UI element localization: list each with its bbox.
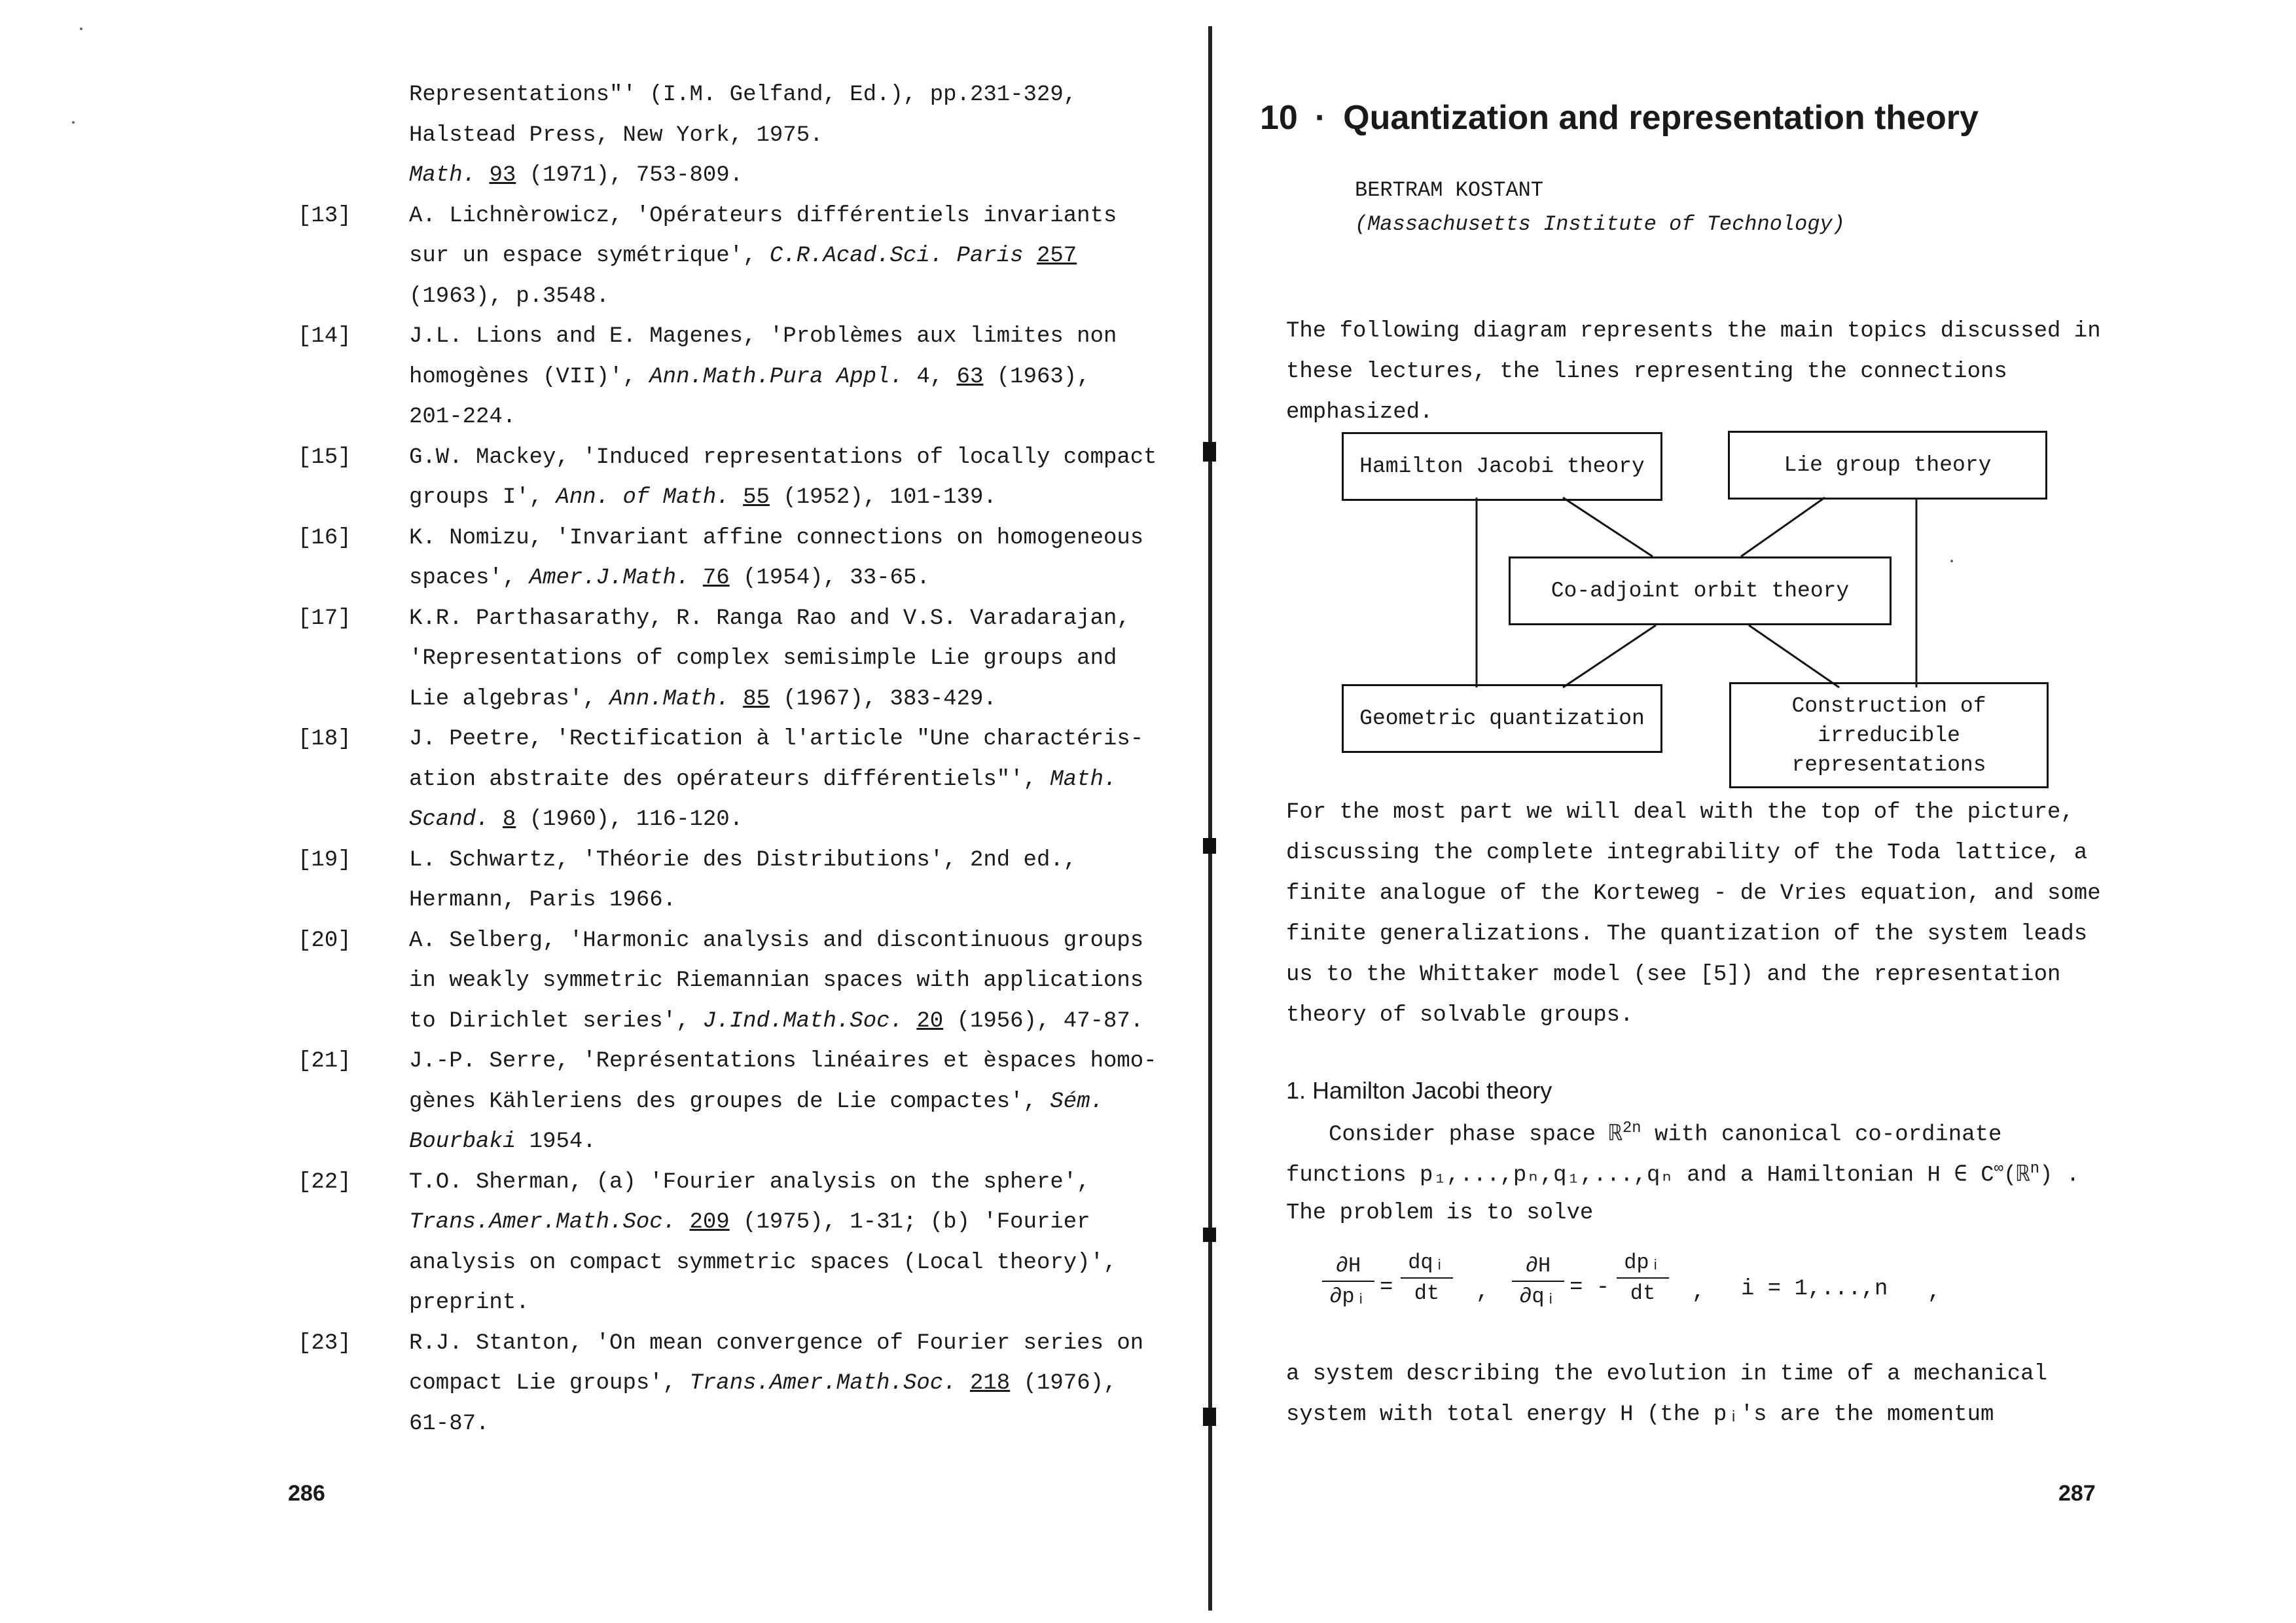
- connector-bottom-left: [1563, 625, 1656, 687]
- index-range: i = 1,...,n: [1741, 1277, 1888, 1302]
- comma: ,: [1476, 1280, 1490, 1305]
- reference-list: [298, 75, 1188, 1444]
- body-line: a system describing the evolution in time of a mechanical: [1286, 1362, 2047, 1387]
- reference-number: [14]: [298, 324, 351, 349]
- reference-item: [19] L. Schwartz, 'Théorie des Distributions', 2nd ed., Hermann, Paris 1966.: [298, 841, 1188, 921]
- reference-item: [18] J. Peetre, 'Rectification à l'article "Une charactéris- ation abstraite des opérateurs différentiels"', Math. Scand. 8 (1960), 116-120.: [298, 720, 1188, 841]
- problem-line: The problem is to solve: [1286, 1201, 1594, 1226]
- box-line: representations: [1791, 752, 1986, 777]
- minus-equals-sign: = -: [1570, 1275, 1610, 1300]
- reference-number: [13]: [298, 203, 351, 228]
- box-geometric-quantization: Geometric quantization: [1342, 684, 1662, 753]
- reference-number: [20]: [298, 928, 351, 953]
- ref-line: Math. 93 (1971), 753-809.: [409, 163, 744, 188]
- reference-item: [21] J.-P. Serre, 'Représentations linéaires et èspaces homo- gènes Kähleriens des groupes de Lie compactes', Sém. Bourbaki 1954.: [298, 1042, 1188, 1163]
- reference-number: [17]: [298, 606, 351, 631]
- fraction-dp-dt: dpᵢ dt: [1617, 1250, 1669, 1305]
- reference-number: [21]: [298, 1049, 351, 1074]
- box-lie-group: Lie group theory: [1728, 431, 2047, 500]
- binding-mark: [1203, 1408, 1216, 1426]
- reference-continuation: [298, 75, 1188, 196]
- intro-paragraph: The following diagram represents the main topics discussed in these lectures, the lines representing the connections emphasized.: [1286, 319, 2101, 425]
- binding-mark: [1203, 442, 1216, 462]
- author-name: BERTRAM KOSTANT: [1355, 178, 1544, 202]
- connector-bottom-right: [1749, 625, 1839, 687]
- fraction-dH-dp: $\frac{\partial H}{\text{∂pᵢ}}$: [1322, 1254, 1374, 1309]
- reference-item: [13] A. Lichnèrowicz, 'Opérateurs différentiels invariants sur un espace symétrique', C.R.Acad.Sci. Paris 257 (1963), p.3548.: [298, 196, 1188, 318]
- body-line: system with total energy H (the pᵢ's are the momentum: [1286, 1402, 1994, 1427]
- fraction-dH-dq: $\frac{\partial H}{\text{∂qᵢ}}$: [1512, 1254, 1564, 1309]
- equals-sign: =: [1380, 1275, 1393, 1300]
- connector-top-right: [1741, 498, 1825, 556]
- ref-line: Representations"' (I.M. Gelfand, Ed.), pp.231-329,: [409, 82, 1077, 107]
- box-coadjoint-orbit: Co-adjoint orbit theory: [1509, 556, 1892, 625]
- reference-item: [23] R.J. Stanton, 'On mean convergence of Fourier series on compact Lie groups', Trans.Amer.Math.Soc. 218 (1976), 61-87.: [298, 1324, 1188, 1445]
- author-block: [1355, 173, 1845, 242]
- chapter-number: 10: [1260, 99, 1298, 137]
- reference-number: [15]: [298, 445, 351, 470]
- page-number: 287: [2058, 1481, 2096, 1506]
- reference-number: [19]: [298, 847, 351, 873]
- box-hamilton-jacobi: Hamilton Jacobi theory: [1342, 432, 1662, 501]
- ref-line: Halstead Press, New York, 1975.: [409, 122, 823, 148]
- box-line: irreducible: [1818, 723, 1960, 748]
- author-affiliation: (Massachusetts Institute of Technology): [1355, 212, 1845, 236]
- reference-item: [15] G.W. Mackey, 'Induced representations of locally compact groups I', Ann. of Math. 55 (1952), 101-139.: [298, 438, 1188, 519]
- binding-mark: [1203, 838, 1216, 854]
- reference-number: [22]: [298, 1169, 351, 1195]
- fraction-dq-dt: dqᵢ dt: [1401, 1250, 1453, 1305]
- reference-number: [16]: [298, 525, 351, 551]
- chapter-title: [1260, 98, 1979, 137]
- body-paragraph: For the most part we will deal with the top of the picture, discussing the complete integrability of the Toda lattice, a finite analogue of the Korteweg - de Vries equation, and some finite generalizations. The quantization of the system leads us to the Whittaker model (see [5]) and the representation theory of solvable groups.: [1286, 800, 2101, 1028]
- reference-item: [20] A. Selberg, 'Harmonic analysis and discontinuous groups in weakly symmetric Riemannian spaces with applications to Dirichlet series', J.Ind.Math.Soc. 20 (1956), 47-87.: [298, 921, 1188, 1042]
- section-heading: 1. Hamilton Jacobi theory: [1286, 1077, 1552, 1104]
- reference-item: [17] K.R. Parthasarathy, R. Ranga Rao and V.S. Varadarajan, 'Representations of complex semisimple Lie groups and Lie algebras', Ann.Math. 85 (1967), 383-429.: [298, 599, 1188, 720]
- chapter-separator: ·: [1314, 99, 1327, 137]
- reference-number: [18]: [298, 727, 351, 752]
- phase-space-line: Consider phase space ℝ$^{2n}$ with canonical co-ordinate: [1329, 1120, 2002, 1148]
- reference-item: [14] J.L. Lions and E. Magenes, 'Problèmes aux limites non homogènes (VII)', Ann.Math.Pura Appl. 4, 63 (1963), 201-224.: [298, 317, 1188, 438]
- page-gutter: [1208, 26, 1212, 1611]
- reference-number: [23]: [298, 1330, 351, 1356]
- comma: ,: [1692, 1280, 1706, 1305]
- binding-mark: [1203, 1228, 1216, 1242]
- box-irreducible-representations: [1729, 682, 2049, 788]
- connector-top-left: [1563, 498, 1653, 556]
- reference-item: [16] K. Nomizu, 'Invariant affine connections on homogeneous spaces', Amer.J.Math. 76 (1954), 33-65.: [298, 519, 1188, 599]
- functions-line: functions p₁,...,pₙ,q₁,...,qₙ and a Hamiltonian H ∈ C∞(ℝ$^n$) .: [1286, 1160, 2080, 1188]
- chapter-title-text: Quantization and representation theory: [1343, 99, 1979, 137]
- box-line: Construction of: [1791, 693, 1986, 718]
- comma: ,: [1928, 1280, 1941, 1305]
- reference-item: [22] T.O. Sherman, (a) 'Fourier analysis on the sphere', Trans.Amer.Math.Soc. 209 (1975), 1-31; (b) 'Fourier analysis on compact symmetric spaces (Local theory)', preprint.: [298, 1163, 1188, 1324]
- page-number: 286: [288, 1481, 325, 1506]
